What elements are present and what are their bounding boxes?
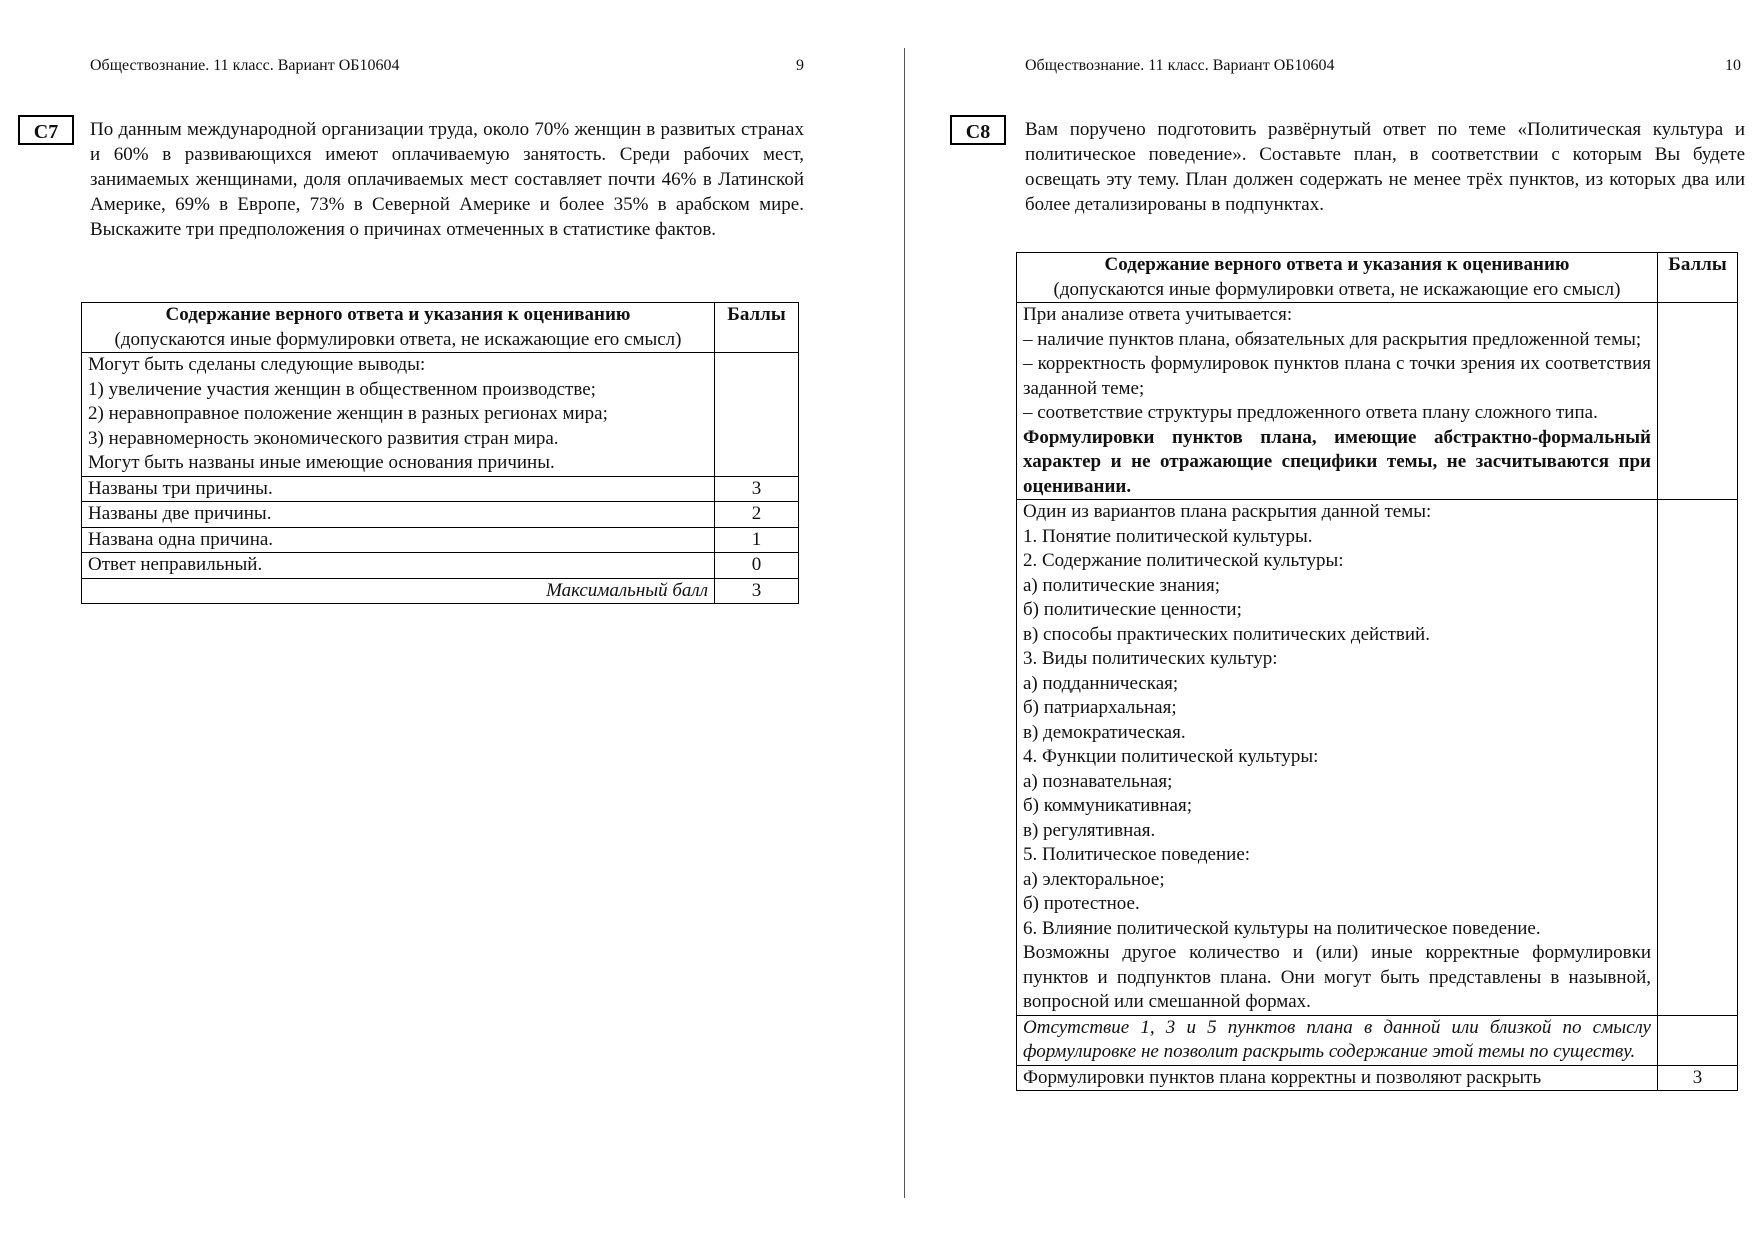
- plan-note: Возможны другое количество и (или) иные корректные формулировки пунктов и подпунктов плана. Они могут быть представлены в назывной, вопросной или смешанной формах.: [1023, 942, 1651, 1012]
- question-id-box: С8: [950, 115, 1006, 145]
- content-line: 3) неравномерность экономического развития стран мира.: [88, 427, 559, 449]
- page-number: 10: [1725, 57, 1741, 74]
- table-row: [82, 476, 799, 502]
- header-content-cell: [1017, 253, 1658, 303]
- page-header: Обществознание. 11 класс. Вариант ОБ10604: [90, 57, 400, 74]
- criteria-bold-note: Формулировки пунктов плана, имеющие абстрактно-формальный характер и не отражающие специфики темы, не засчитываются при оценивании.: [1023, 426, 1651, 497]
- header-subtitle: (допускаются иные формулировки ответа, не искажающие его смысл): [114, 328, 682, 350]
- plan-line: б) патриархальная;: [1023, 697, 1177, 718]
- plan-line: б) протестное.: [1023, 893, 1140, 914]
- plan-line: б) коммуникативная;: [1023, 795, 1192, 816]
- criteria-intro: При анализе ответа учитывается:: [1023, 304, 1293, 325]
- content-line: 1) увеличение участия женщин в общественном производстве;: [88, 378, 596, 400]
- plan-line: а) электоральное;: [1023, 868, 1165, 890]
- table-row: [82, 553, 799, 579]
- plan-line: а) познавательная;: [1023, 770, 1173, 792]
- criterion-text: Названы три причины.: [82, 476, 715, 502]
- plan-line: а) подданническая;: [1023, 672, 1179, 694]
- criteria-item: – соответствие структуры предложенного ответа плану сложного типа.: [1023, 402, 1598, 423]
- table-row: [1017, 1015, 1738, 1065]
- plan-line: в) демократическая.: [1023, 721, 1186, 743]
- criterion-points: 1: [715, 527, 799, 553]
- empty-points-cell: [715, 353, 799, 477]
- table-header-row: [1017, 253, 1738, 303]
- criterion-text: Названа одна причина.: [82, 527, 715, 553]
- table-row: [82, 527, 799, 553]
- criteria-item: – наличие пунктов плана, обязательных для раскрытия предложенной темы;: [1023, 328, 1642, 350]
- grading-table: [1016, 252, 1738, 1091]
- table-row-max: [82, 578, 799, 604]
- plan-line: в) способы практических политических действий.: [1023, 623, 1430, 645]
- italic-note: Отсутствие 1, 3 и 5 пунктов плана в данной или близкой по смыслу формулировке не позволит раскрыть содержание этой темы по существу.: [1023, 1016, 1651, 1062]
- page-header: Обществознание. 11 класс. Вариант ОБ10604: [1025, 57, 1335, 74]
- header-subtitle: (допускаются иные формулировки ответа, не искажающие его смысл): [1053, 278, 1621, 300]
- question-id-box: С7: [18, 115, 74, 145]
- page-number: 9: [796, 57, 804, 74]
- plan-line: 1. Понятие политической культуры.: [1023, 525, 1313, 547]
- plan-line: 6. Влияние политической культуры на политическое поведение.: [1023, 917, 1541, 939]
- table-row: [1017, 500, 1738, 1016]
- table-row: [1017, 1065, 1738, 1091]
- plan-line: 5. Политическое поведение:: [1023, 844, 1251, 865]
- header-title: Содержание верного ответа и указания к оцениванию: [1104, 254, 1570, 275]
- criterion-points: 3: [715, 476, 799, 502]
- content-line: 2) неравноправное положение женщин в разных регионах мира;: [88, 403, 608, 424]
- empty-points-cell: [1658, 303, 1738, 500]
- content-line: Могут быть сделаны следующие выводы:: [88, 354, 426, 375]
- criteria-item: – корректность формулировок пунктов плана с точки зрения их соответствия заданной теме;: [1023, 353, 1651, 399]
- table-row: [1017, 303, 1738, 500]
- plan-line: 4. Функции политической культуры:: [1023, 746, 1319, 767]
- grading-table: [81, 302, 799, 604]
- content-cell: [82, 353, 715, 477]
- criterion-points: 2: [715, 502, 799, 528]
- criterion-points: 0: [715, 553, 799, 579]
- criteria-cell: [1017, 303, 1658, 500]
- plan-line: 3. Виды политических культур:: [1023, 648, 1278, 669]
- plan-line: б) политические ценности;: [1023, 599, 1242, 620]
- plan-line: 2. Содержание политической культуры:: [1023, 550, 1344, 571]
- header-points: Баллы: [1658, 253, 1738, 303]
- criterion-text: Названы две причины.: [82, 502, 715, 528]
- italic-note-cell: [1017, 1015, 1658, 1065]
- table-row: [82, 502, 799, 528]
- criterion-text: Ответ неправильный.: [82, 553, 715, 579]
- empty-points-cell: [1658, 1015, 1738, 1065]
- max-score-value: 3: [715, 578, 799, 604]
- table-row: [82, 353, 799, 477]
- question-text: Вам поручено подготовить развёрнутый ответ по теме «Политическая культура и политическое поведение». Составьте план, в соответствии с которым Вы будете освещать эту тему. План должен содержать не менее трёх пунктов, из которых два или более детализированы в подпунктах.: [1025, 119, 1745, 215]
- plan-cell: [1017, 500, 1658, 1016]
- criterion-text: Формулировки пунктов плана корректны и позволяют раскрыть: [1017, 1065, 1658, 1091]
- header-content-cell: [82, 303, 715, 353]
- plan-intro: Один из вариантов плана раскрытия данной темы:: [1023, 501, 1432, 522]
- content-line: Могут быть названы иные имеющие основания причины.: [88, 452, 555, 473]
- plan-line: а) политические знания;: [1023, 574, 1220, 596]
- empty-points-cell: [1658, 500, 1738, 1016]
- plan-line: в) регулятивная.: [1023, 819, 1156, 841]
- max-score-label: Максимальный балл: [82, 578, 715, 604]
- page-right: [905, 0, 1754, 1239]
- question-text: По данным международной организации труда, около 70% женщин в развитых странах и 60% в развивающихся имеют оплачиваемую занятость. Среди рабочих мест, занимаемых женщинами, доля оплачиваемых мест составляет почти 46% в Латинской Америке, 69% в Европе, 73% в Северной Америке и более 35% в арабском мире. Выскажите три предположения о причинах отмеченных в статистике фактов.: [90, 119, 804, 240]
- header-title: Содержание верного ответа и указания к оцениванию: [165, 304, 631, 325]
- criterion-points: 3: [1658, 1065, 1738, 1091]
- table-header-row: [82, 303, 799, 353]
- header-points: Баллы: [715, 303, 799, 353]
